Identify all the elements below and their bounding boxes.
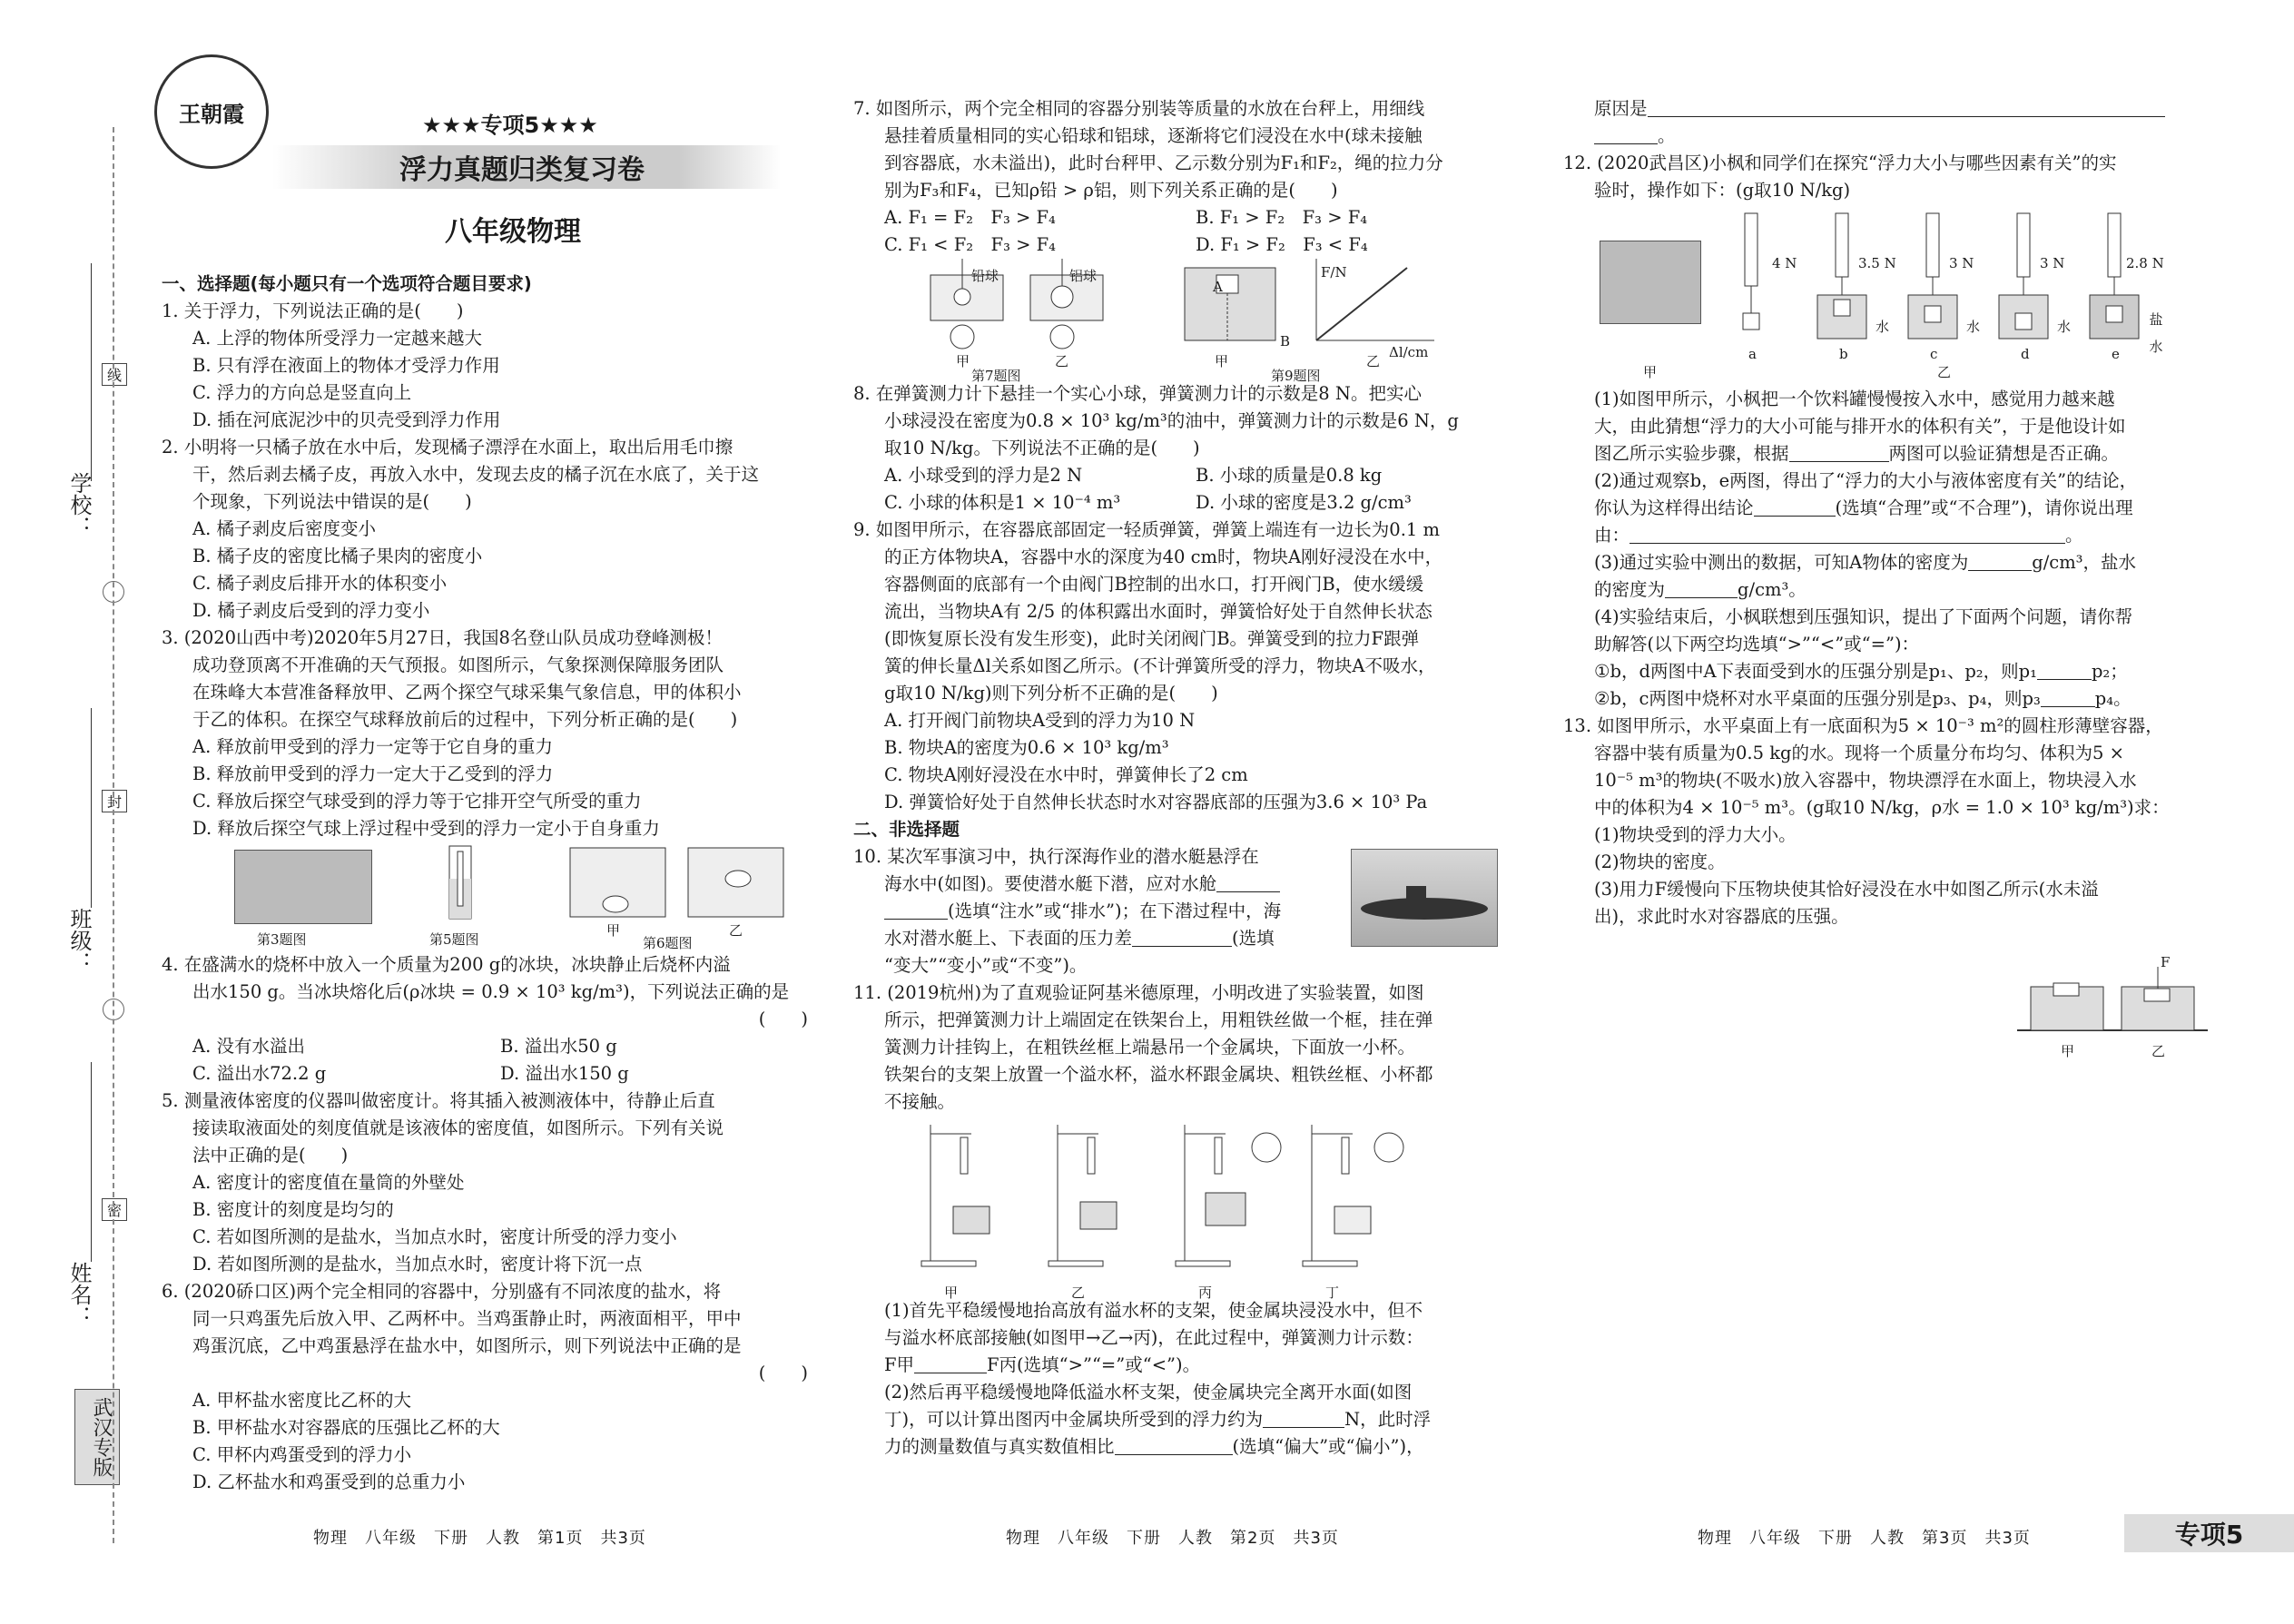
column-3 (1563, 95, 2199, 1067)
q9-opt-d: D. 弹簧恰好处于自然伸长状态时水对容器底部的压强为3.6 × 10³ Pa (884, 792, 1428, 812)
q11-line-3: 簧测力计挂钩上，在粗铁丝框上端悬吊一个金属块，下面放一小杯。 (884, 1037, 1416, 1058)
q9-yi-label: 乙 (1366, 353, 1381, 369)
q9-opt-b: B. 物块A的密度为0.6 × 10³ kg/m³ (884, 737, 1169, 758)
q12-reading-d: 3 N (2040, 255, 2065, 271)
q12-label-b: b (1839, 346, 1848, 362)
footer-tag: 专项5 (2124, 1514, 2294, 1552)
q13-figure (1563, 930, 2199, 1067)
q5-opt-d: D. 若如图所测的是盐水，当加点水时，密度计将下沉一点 (192, 1254, 643, 1275)
q12-salt-e: 盐水 (2149, 311, 2163, 355)
q4-stem-2: 出水150 g。当冰块熔化后(ρ冰块 = 0.9 × 10³ kg/m³)，下列说法正确的是 (192, 981, 790, 1002)
q2-opt-b: B. 橘子皮的密度比橘子果肉的密度小 (192, 546, 483, 566)
q9-x-axis-label: Δl/cm (1389, 344, 1429, 360)
q9-valve-label: B (1280, 333, 1291, 349)
q12-reading-c: 3 N (1949, 255, 1974, 271)
q1-opt-c: C. 浮力的方向总是竖直向上 (192, 382, 412, 403)
q3-opt-d: D. 释放后探空气球上浮过程中受到的浮力一定小于自身重力 (192, 818, 660, 839)
q11-jia-label: 甲 (944, 1284, 959, 1301)
q11-p1-line-3: F甲 (884, 1354, 915, 1375)
q12-p3-line-4: g/cm³。 (1738, 579, 1807, 600)
q13-force-label: F (2161, 954, 2171, 970)
q12-reading-a: 4 N (1772, 255, 1797, 271)
class-label: 班级： (66, 908, 92, 973)
q12-apparatus (1718, 204, 2190, 359)
q10-line-4: 水对潜水艇上、下表面的压力差 (884, 928, 1133, 949)
q5-cylinder-figure (438, 842, 484, 926)
q12-p4-line-2: 助解答(以下两空均选填“>”“<”或“=”)： (1594, 634, 1920, 655)
q1-opt-b: B. 只有浮在液面上的物体才受浮力作用 (192, 355, 500, 376)
q7-opt-c: C. F₁ < F₂ F₃ > F₄ (884, 234, 1056, 255)
q12-reading-b: 3.5 N (1858, 255, 1896, 271)
q9-opt-a: A. 打开阀门前物块A受到的浮力为10 N (884, 710, 1196, 731)
q6-stem-3: 鸡蛋沉底，乙中鸡蛋悬浮在盐水中，如图所示，则下列说法中正确的是 (192, 1335, 742, 1356)
q9-stem-5: (即恢复原长没有发生形变)，此时关闭阀门B。弹簧受到的拉力F跟弹 (884, 628, 1420, 649)
q10-line-6: “变大”“变小”或“不变”)。 (884, 955, 1088, 976)
q9-block-label: A (1213, 279, 1223, 295)
submarine-photo (1351, 849, 1498, 947)
school-line (91, 263, 92, 481)
q6-jia-label: 甲 (606, 922, 621, 939)
q11-cont-end: 。 (1658, 125, 1676, 146)
q12-yi-label: 乙 (1937, 364, 1952, 380)
q12-p1-line-2: 大，由此猜想“浮力的大小可能与排开水的体积有关”，于是他设计如 (1594, 416, 2126, 437)
q4-opt-a: A. 没有水溢出 (192, 1036, 305, 1057)
q11-ding-label: 丁 (1325, 1284, 1340, 1301)
q8-stem-3: 取10 N/kg。下列说法不正确的是( ) (884, 438, 1200, 458)
q12-water-b: 水 (1876, 319, 1890, 335)
topic-badge: ★★★专项5★★★ (422, 113, 598, 138)
q11-blank-4b (1594, 125, 1658, 144)
q13-jia-label: 甲 (2061, 1043, 2075, 1059)
q12-p4-line-1: (4)实验结束后，小枫联想到压强知识，提出了下面两个问题，请你帮 (1594, 606, 2133, 627)
q10-line-5: (选填 (1232, 928, 1275, 949)
q13-line-3: 10⁻⁵ m³的物块(不吸水)放入容器中，物块漂浮在水面上，物块浸入水 (1594, 770, 2137, 791)
name-line (91, 1062, 92, 1262)
q7-stem-4: 别为F₃和F₄，已知ρ铅 > ρ铝，则下列关系正确的是( ) (884, 180, 1338, 201)
q12-jia-label: 甲 (1643, 364, 1658, 380)
q9-opt-c: C. 物块A刚好浸没在水中时，弹簧伸长了2 cm (884, 764, 1248, 785)
q9-stem-1: 9. 如图甲所示，在容器底部固定一轻质弹簧，弹簧上端连有一边长为0.1 m (853, 519, 1441, 540)
school-label: 学校： (66, 472, 92, 537)
q7-yi-label: 乙 (1055, 353, 1069, 369)
seal-mark-3: 密 (102, 1198, 127, 1221)
class-line (91, 708, 92, 908)
q3-q6-figures (162, 842, 808, 951)
q1-stem: 1. 关于浮力，下列说法正确的是( ) (162, 300, 464, 321)
q9-stem-3: 容器侧面的底部有一个由阀门B控制的出水口，打开阀门B，使水缓缓 (884, 574, 1424, 595)
q10-blank-1b (884, 901, 948, 920)
q4-opt-b: B. 溢出水50 g (500, 1036, 617, 1057)
q12-p3-line-2: g/cm³，盐水 (2032, 552, 2137, 573)
q9-jia-label: 甲 (1215, 353, 1229, 369)
q13-line-6: (2)物块的密度。 (1594, 851, 1726, 872)
q7-al-label: 铝球 (1069, 268, 1098, 284)
q13-line-1: 13. 如图甲所示，水平桌面上有一底面积为5 × 10⁻³ m²的圆柱形薄壁容器， (1563, 715, 2163, 736)
q6-stem-1: 6. (2020硚口区)两个完全相同的容器中，分别盛有不同浓度的盐水，将 (162, 1281, 722, 1302)
q6-yi-label: 乙 (729, 922, 743, 939)
q12-p2-line-1: (2)通过观察b，e两图，得出了“浮力的大小与液体密度有关”的结论， (1594, 470, 2138, 491)
footer-page-3: 物理 八年级 下册 人教 第3页 共3页 (1698, 1529, 2031, 1548)
q11-line-2: 所示，把弹簧测力计上端固定在铁架台上，用粗铁丝做一个框，挂在弹 (884, 1009, 1433, 1030)
q8-opt-b: B. 小球的质量是0.8 kg (1196, 465, 1383, 486)
q13-line-5: (1)物块受到的浮力大小。 (1594, 824, 1797, 845)
q9-y-axis-label: F/N (1321, 264, 1347, 281)
q12-figure (1563, 204, 2199, 386)
q3-caption: 第3题图 (257, 931, 307, 948)
q12-reading-e: 2.8 N (2126, 255, 2164, 271)
q10-block (853, 843, 1507, 979)
column-2 (853, 95, 1507, 1461)
q12-label-e: e (2112, 346, 2120, 362)
q6-stem-2: 同一只鸡蛋先后放入甲、乙两杯中。当鸡蛋静止时，两液面相平，甲中 (192, 1308, 742, 1329)
q7-opt-a: A. F₁ = F₂ F₃ > F₄ (884, 207, 1056, 228)
q12-label-a: a (1748, 346, 1757, 362)
q4-opt-d: D. 溢出水150 g (500, 1063, 629, 1084)
edition-label: 武汉专版 (74, 1389, 120, 1485)
q12-p2-line-5: 。 (2065, 525, 2083, 546)
q11-p1-line-2: 与溢水杯底部接触(如图甲→乙→丙)，在此过程中，弹簧测力计示数： (884, 1327, 1423, 1348)
section-choice: 一、选择题(每小题只有一个选项符合题目要求) (162, 273, 532, 294)
q11-p1-line-4: F丙(选填“>”“=”或“<”)。 (987, 1354, 1201, 1375)
q3-photo (234, 850, 372, 924)
q2-stem-1: 2. 小明将一只橘子放在水中后，发现橘子漂浮在水面上，取出后用毛巾擦 (162, 437, 733, 458)
q12-p4-line-3: ①b，d两图中A下表面受到水的压强分别是p₁、p₂，则p₁ (1594, 661, 2037, 682)
logo (154, 54, 269, 169)
q3-stem-4: 于乙的体积。在探空气球释放前后的过程中，下列分析正确的是( ) (192, 709, 738, 730)
q4-stem-1: 4. 在盛满水的烧杯中放入一个质量为200 g的冰块，冰块静止后烧杯内溢 (162, 954, 731, 975)
q1-opt-a: A. 上浮的物体所受浮力一定越来越大 (192, 328, 482, 349)
q9-stem-2: 的正方体物块A，容器中水的深度为40 cm时，物块A刚好浸没在水中， (884, 546, 1443, 567)
q2-opt-a: A. 橘子剥皮后密度变小 (192, 518, 376, 539)
q12-p4-line-6: p₄。 (2094, 688, 2132, 709)
q12-blank-2[interactable] (1754, 497, 1836, 517)
q12-can-photo (1600, 241, 1701, 324)
q7-caption: 第7题图 (971, 368, 1021, 384)
q10-line-1: 10. 某次军事演习中，执行深海作业的潜水艇悬浮在 (853, 846, 1259, 867)
q11-figure (853, 1116, 1507, 1301)
q5-stem-1: 5. 测量液体密度的仪器叫做密度计。将其插入被测液体中，待静止后直 (162, 1090, 715, 1111)
q7-lead-label: 铅球 (971, 268, 999, 284)
q7-jia-label: 甲 (956, 353, 970, 369)
q5-opt-c: C. 若如图所测的是盐水，当加点水时，密度计所受的浮力变小 (192, 1226, 677, 1247)
q13-yi-label: 乙 (2151, 1043, 2166, 1059)
q10-line-2: 海水中(如图)。要使潜水艇下潜，应对水舱 (884, 873, 1217, 894)
q2-stem-3: 个现象，下列说法中错误的是( ) (192, 491, 472, 512)
q11-blank-4[interactable] (1648, 98, 2165, 117)
section-nonchoice: 二、非选择题 (853, 819, 960, 840)
q6-caption: 第6题图 (643, 935, 693, 951)
q5-opt-b: B. 密度计的刻度是均匀的 (192, 1199, 394, 1220)
q9-stem-4: 流出，当物块A有 2/5 的体积露出水面时，弹簧恰好处于自然伸长状态 (884, 601, 1433, 622)
q13-line-2: 容器中装有质量为0.5 kg的水。现将一个质量分布均匀、体积为5 × (1594, 743, 2124, 763)
q6-beakers-figure (566, 842, 793, 926)
q11-p2-line-4: 力的测量数值与真实数值相比 (884, 1436, 1115, 1457)
q11-line-4: 铁架台的支架上放置一个溢水杯，溢水杯跟金属块、粗铁丝框、小杯都 (884, 1064, 1433, 1085)
q11-apparatus (917, 1116, 1425, 1279)
q6-opt-a: A. 甲杯盐水密度比乙杯的大 (192, 1390, 411, 1411)
q7-opt-b: B. F₁ > F₂ F₃ > F₄ (1196, 207, 1368, 228)
q12-line-1: 12. (2020武昌区)小枫和同学们在探究“浮力大小与哪些因素有关”的实 (1563, 153, 2117, 173)
q12-water-c: 水 (1966, 319, 1981, 335)
binding-sidebar (0, 0, 122, 1624)
footer-page-2: 物理 八年级 下册 人教 第2页 共3页 (1006, 1529, 1339, 1548)
q11-p2-line-1: (2)然后再平稳缓慢地降低溢水杯支架，使金属块完全离开水面(如图 (884, 1382, 1413, 1403)
q5-stem-3: 法中正确的是( ) (192, 1145, 349, 1166)
q11-yi-label: 乙 (1071, 1284, 1086, 1301)
q11-bing-label: 丙 (1198, 1284, 1213, 1301)
q2-opt-d: D. 橘子剥皮后受到的浮力变小 (192, 600, 430, 621)
q8-opt-d: D. 小球的密度是3.2 g/cm³ (1196, 492, 1412, 513)
q13-line-7: (3)用力F缓慢向下压物块使其恰好浸没在水中如图乙所示(水未溢 (1594, 879, 2099, 900)
q9-caption: 第9题图 (1271, 368, 1321, 384)
q6-opt-d: D. 乙杯盐水和鸡蛋受到的总重力小 (192, 1471, 466, 1492)
q12-p4-line-4: p₂； (2091, 661, 2128, 682)
logo-text: 王朝霞 (179, 100, 244, 127)
q11-p1-line-1: (1)首先平稳缓慢地抬高放有溢水杯的支架，使金属块浸没水中，但不 (884, 1300, 1423, 1321)
q3-opt-c: C. 释放后探空气球受到的浮力等于它排开空气所受的重力 (192, 791, 642, 812)
q1-opt-d: D. 插在河底泥沙中的贝壳受到浮力作用 (192, 409, 501, 430)
q3-opt-b: B. 释放前甲受到的浮力一定大于乙受到的浮力 (192, 763, 554, 784)
q10-blank-1[interactable] (1216, 873, 1280, 892)
page-title: 浮力真题归类复习卷 (399, 154, 645, 186)
q7-opt-d: D. F₁ > F₂ F₃ < F₄ (1196, 234, 1368, 255)
q12-p2-line-3: (选填“合理”或“不合理”)，请你说出理 (1835, 497, 2133, 518)
q7-q9-figures (853, 259, 1507, 384)
seal-mark-1: 线 (102, 363, 127, 386)
q5-opt-a: A. 密度计的密度值在量筒的外壁处 (192, 1172, 465, 1193)
q12-line-2: 验时，操作如下：(g取10 N/kg) (1594, 180, 1851, 201)
q13-line-4: 中的体积为4 × 10⁻⁵ m³。(g取10 N/kg，ρ水 = 1.0 × 10³ kg/m³)求： (1594, 797, 2170, 818)
q7-stem-1: 7. 如图所示，两个完全相同的容器分别装等质量的水放在台秤上，用细线 (853, 98, 1425, 119)
binding-dashline (113, 127, 114, 1543)
q7-stem-2: 悬挂着质量相同的实心铅球和铝球，逐渐将它们浸没在水中(球未接触 (884, 125, 1423, 146)
footer-page-1: 物理 八年级 下册 人教 第1页 共3页 (313, 1529, 646, 1548)
q12-p2-line-4: 由： (1594, 525, 1630, 546)
column-1 (162, 271, 808, 1496)
q11-p2-line-3: N，此时浮 (1344, 1409, 1432, 1430)
q3-stem-3: 在珠峰大本营准备释放甲、乙两个探空气球采集气象信息，甲的体积小 (192, 682, 742, 703)
q6-stem-4: ( ) (758, 1363, 808, 1383)
q3-opt-a: A. 释放前甲受到的浮力一定等于它自身的重力 (192, 736, 553, 757)
q10-blank-2[interactable] (1132, 928, 1232, 947)
q4-opt-c: C. 溢出水72.2 g (192, 1063, 327, 1084)
q5-caption: 第5题图 (429, 931, 479, 948)
q9-stem-6: 簧的伸长量Δl关系如图乙所示。(不计弹簧所受的浮力，物块A不吸水， (884, 655, 1436, 676)
q9-stem-7: g取10 N/kg)则下列分析不正确的是( ) (884, 683, 1218, 704)
q12-blank-3[interactable] (1629, 525, 2065, 544)
q10-line-3: (选填“注水”或“排水”)；在下潜过程中，海 (948, 901, 1282, 921)
name-label: 姓名： (66, 1262, 92, 1327)
q4-stem-3: ( ) (758, 1009, 808, 1029)
q12-p2-line-2: 你认为这样得出结论 (1594, 497, 1754, 518)
q11-p2-line-5: (选填“偏大”或“偏小”)， (1232, 1436, 1424, 1457)
q12-water-d: 水 (2057, 319, 2072, 335)
q12-p1-line-3: 图乙所示实验步骤，根据 (1594, 443, 1789, 464)
q12-blank-1[interactable] (1789, 443, 1889, 462)
q11-line-1: 11. (2019杭州)为了直观验证阿基米德原理，小明改进了实验装置，如图 (853, 982, 1424, 1003)
q8-stem-2: 小球浸没在密度为0.8 × 10³ kg/m³的油中，弹簧测力计的示数是6 N，g (884, 410, 1459, 431)
q8-opt-c: C. 小球的体积是1 × 10⁻⁴ m³ (884, 492, 1121, 513)
q11-blank-3[interactable] (1115, 1436, 1233, 1455)
q3-stem-1: 3. (2020山西中考)2020年5月27日，我国8名登山队员成功登峰测极！ (162, 627, 723, 648)
q12-p1-line-4: 两图可以验证猜想是否正确。 (1888, 443, 2120, 464)
q12-blank-4[interactable] (1968, 552, 2032, 571)
page-subtitle: 八年级物理 (445, 216, 581, 248)
seal-mark-2: 封 (102, 790, 127, 812)
q2-opt-c: C. 橘子剥皮后排开水的体积变小 (192, 573, 448, 594)
q12-p3-line-3: 的密度为 (1594, 579, 1666, 600)
q6-opt-b: B. 甲杯盐水对容器底的压强比乙杯的大 (192, 1417, 500, 1438)
q6-opt-c: C. 甲杯内鸡蛋受到的浮力小 (192, 1444, 412, 1465)
q12-blank-6[interactable] (2037, 661, 2092, 680)
q12-label-d: d (2021, 346, 2030, 362)
q12-p4-line-5: ②b，c两图中烧杯对水平桌面的压强分别是p₃、p₄，则p₃ (1594, 688, 2041, 709)
q3-stem-2: 成功登顶离不开准确的天气预报。如图所示，气象探测保障服务团队 (192, 655, 724, 675)
q12-p3-line-1: (3)通过实验中测出的数据，可知A物体的密度为 (1594, 552, 1969, 573)
q7-stem-3: 到容器底，水未溢出)，此时台秤甲、乙示数分别为F₁和F₂，绳的拉力分 (884, 153, 1443, 173)
q11-p2-line-2: 丁)，可以计算出图丙中金属块所受到的浮力约为 (884, 1409, 1264, 1430)
q11-cont-reason: 原因是 (1594, 98, 1648, 119)
q12-label-c: c (1930, 346, 1938, 362)
q2-stem-2: 干，然后剥去橘子皮，再放入水中，发现去皮的橘子沉在水底了，关于这 (192, 464, 760, 485)
q12-blank-7[interactable] (2041, 688, 2095, 707)
q8-opt-a: A. 小球受到的浮力是2 N (884, 465, 1083, 486)
q12-blank-5[interactable] (1665, 579, 1738, 598)
q11-line-5: 不接触。 (884, 1091, 956, 1112)
q5-stem-2: 接读取液面处的刻度值就是该液体的密度值，如图所示。下列有关说 (192, 1117, 724, 1138)
q8-stem-1: 8. 在弹簧测力计下悬挂一个实心小球，弹簧测力计的示数是8 N。把实心 (853, 383, 1422, 404)
q13-line-8: 出)，求此时水对容器底的压强。 (1594, 906, 1849, 927)
q11-blank-1[interactable] (914, 1354, 987, 1373)
q13-containers (2017, 967, 2208, 1048)
q12-p1-line-1: (1)如图甲所示，小枫把一个饮料罐慢慢按入水中，感觉用力越来越 (1594, 389, 2115, 409)
q11-blank-2[interactable] (1263, 1409, 1344, 1428)
